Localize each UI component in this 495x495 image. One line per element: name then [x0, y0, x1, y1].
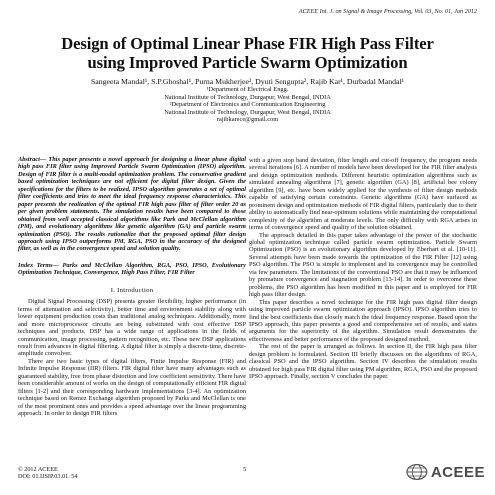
affiliation-line: ²Department of Electronics and Communication Engineering [169, 101, 326, 109]
intro-paragraph: Digital Signal Processing (DSP) presents greater flexibility, higher performance (in terms of attenuation and selectivity), better time and environment stability along with lower equipment production costs than traditional analog techniques. Additionally, more and more microprocessor circuits are being substituted with cost effective DSP techniques and products. DSP has a wide range of applications in the fields of communication, image processing, pattern recognition, etc. These new DSP applications result from advances in digital filtering. A digital filter is simply a discrete-time, discrete-amplitude convolver. [18, 298, 246, 358]
globe-icon [405, 463, 429, 481]
abstract [18, 156, 246, 253]
paper-title-line-2: using Improved Particle Swarm Optimization [87, 53, 408, 72]
left-column [18, 156, 246, 418]
logo-text: ACEEE [430, 463, 485, 481]
author-email[interactable]: rajibkarece@gmail.com [216, 116, 279, 124]
body-paragraph: The approach detailed in this paper takes advantage of the power of the stochastic global optimization technique called particle swarm optimization. Particle Swarm Optimization (PSO) is an evolutionary algorithm developed by Eberhart et al. [10-11]. Several attempts have been made towards the optimization of the FIR Filter [12] using PSO algorithm. The PSO is simple to implement and its convergence may be controlled via few parameters. The limitations of the conventional PSO are that it may be influenced by premature convergence and stagnation problem [13-14]. In order to overcome these problems, the PSO algorithm has been modified in this paper and is employed for FIR high pass filter design. [249, 231, 477, 299]
footer-doi: DOI: 01.IJSIP.03.01. 54 [18, 473, 78, 481]
affiliation-line: ¹Department of Electrical Engg. [206, 86, 289, 93]
index-terms-text: Parks and McClellan Algorithm, RGA, PSO, IPSO, Evolutionary Optimization Technique, Convergence, High Pass Filter, FIR Filter [18, 261, 247, 277]
body-paragraph: This paper describes a novel technique for the FIR high pass digital filter design using improved particle swarm optimization approach (IPSO). IPSO algorithm tries to find the best coefficients that closely match the ideal frequency response. Based upon the IPSO approach, this paper presents a good and comprehensive set of results, and states arguments for the superiority of the algorithm. Simulation result demonstrates the effectiveness and better performance of the proposed designed method. [249, 298, 477, 343]
paper-title-line-1: Design of Optimal Linear Phase FIR High Pass Filter [61, 34, 434, 53]
title-block [0, 34, 495, 124]
running-head: ACEEE Int. J. on Signal & Image Processing, Vol. 03, No. 01, Jan 2012 [298, 8, 477, 15]
abstract-text: This paper presents a novel approach for designing a linear phase digital high pass FIR filter using Improved Particle Swarm Optimization (IPSO) algorithm. Design of FIR filter is a multi-modal optimization problem. The conservative gradient based optimization techniques are not efficient for digital filter design. Given the specifications for the filters to be realized, IPSO algorithm generates a set of optimal filter coefficients and tries to meet the ideal frequency response characteristics. This paper presents the realization of the optimal FIR high pass filter of filter order 20 as per given problem statements. The simulation results have been compared to those obtained from well accepted classical algorithms like Park and McClellan algorithm (PM), and evolutionary algorithms like genetic algorithm (GA) and particle swarm optimization (PSO). The results rationalize that the proposed optimal filter design approach using IPSO outperforms PM, RGA, PSO in the accuracy of the designed filter, as well as in the convergence speed and solution quality. [18, 156, 246, 253]
affiliation-line: National Institute of Technology, Durgapur, West Bengal, INDIA [164, 108, 331, 116]
footer [18, 466, 77, 480]
abstract-label: Abstract— [18, 156, 47, 163]
footer-copyright: © 2012 ACEEE [18, 466, 58, 473]
index-terms [18, 262, 246, 277]
affiliation-line: National Institute of Technology, Durgapur, West Bengal, INDIA [164, 93, 331, 101]
section-heading: I. Introduction [110, 286, 154, 294]
index-terms-label: Index Terms— [18, 261, 59, 269]
aceee-logo [405, 462, 485, 482]
page-number: 5 [243, 466, 247, 473]
body-paragraph: with a given stop band deviation, filter length and cut-off frequency, the program needs several iterations [6]. A number of models have been developed for the FIR filter analysis and design optimization methods. Different heuristic optimization algorithms such as simulated annealing algorithms [7], genetic algorithm (GA) [8], artificial bee colony algorithm [9], etc. have been widely applied for the synthesis of filter design methods capable of satisfying certain constraints. Genetic algorithms (GA) have surfaced as prominent design and optimization methods of FIR digital filters, particularly due to their ability to automatically find near-optimum solutions while maintaining the computational complexity of the algorithm at moderate levels. The only difficulty with RGA arises in terms of convergence speed and quality of the solution obtained. [249, 157, 477, 232]
body-paragraph: The rest of the paper is arranged as follows. In section II, the FIR high pass filter design problem is formulated. Section III briefly discusses on the algorithms of RGA, classical PSO and the IPSO algorithm. Section IV describes the simulation results obtained for high pass FIR digital filter using PM algorithm, RGA, PSO and the proposed IPSO approach. Finally, section V concludes the paper. [249, 343, 478, 381]
right-column [249, 157, 477, 381]
authors: Sangeeta Mandal¹, S.P.Ghoshal¹, Purna Mukherjee², Dyuti Sengupta², Rajib Kar¹, Durbadal Mandal¹ [90, 77, 405, 86]
intro-paragraph: There are two basic types of digital filters, Finite Impulse Response (FIR) and Infinite Impulse Response (IIR) filters. FIR digital filter have many advantages such as guaranteed stability, free from phase distortion and low coefficient sensitivity. There have been considerable amount of works on the design of computationally efficient FIR digital filters [1-2] and their corresponding hardware implementations [3-4]. An optimization technique based on Remez Exchange algorithm proposed by Parks and McClellan is one of the most prominent ones and provides a speed advantage over the linear programming approach. In order to design FIR filters [18, 357, 246, 418]
